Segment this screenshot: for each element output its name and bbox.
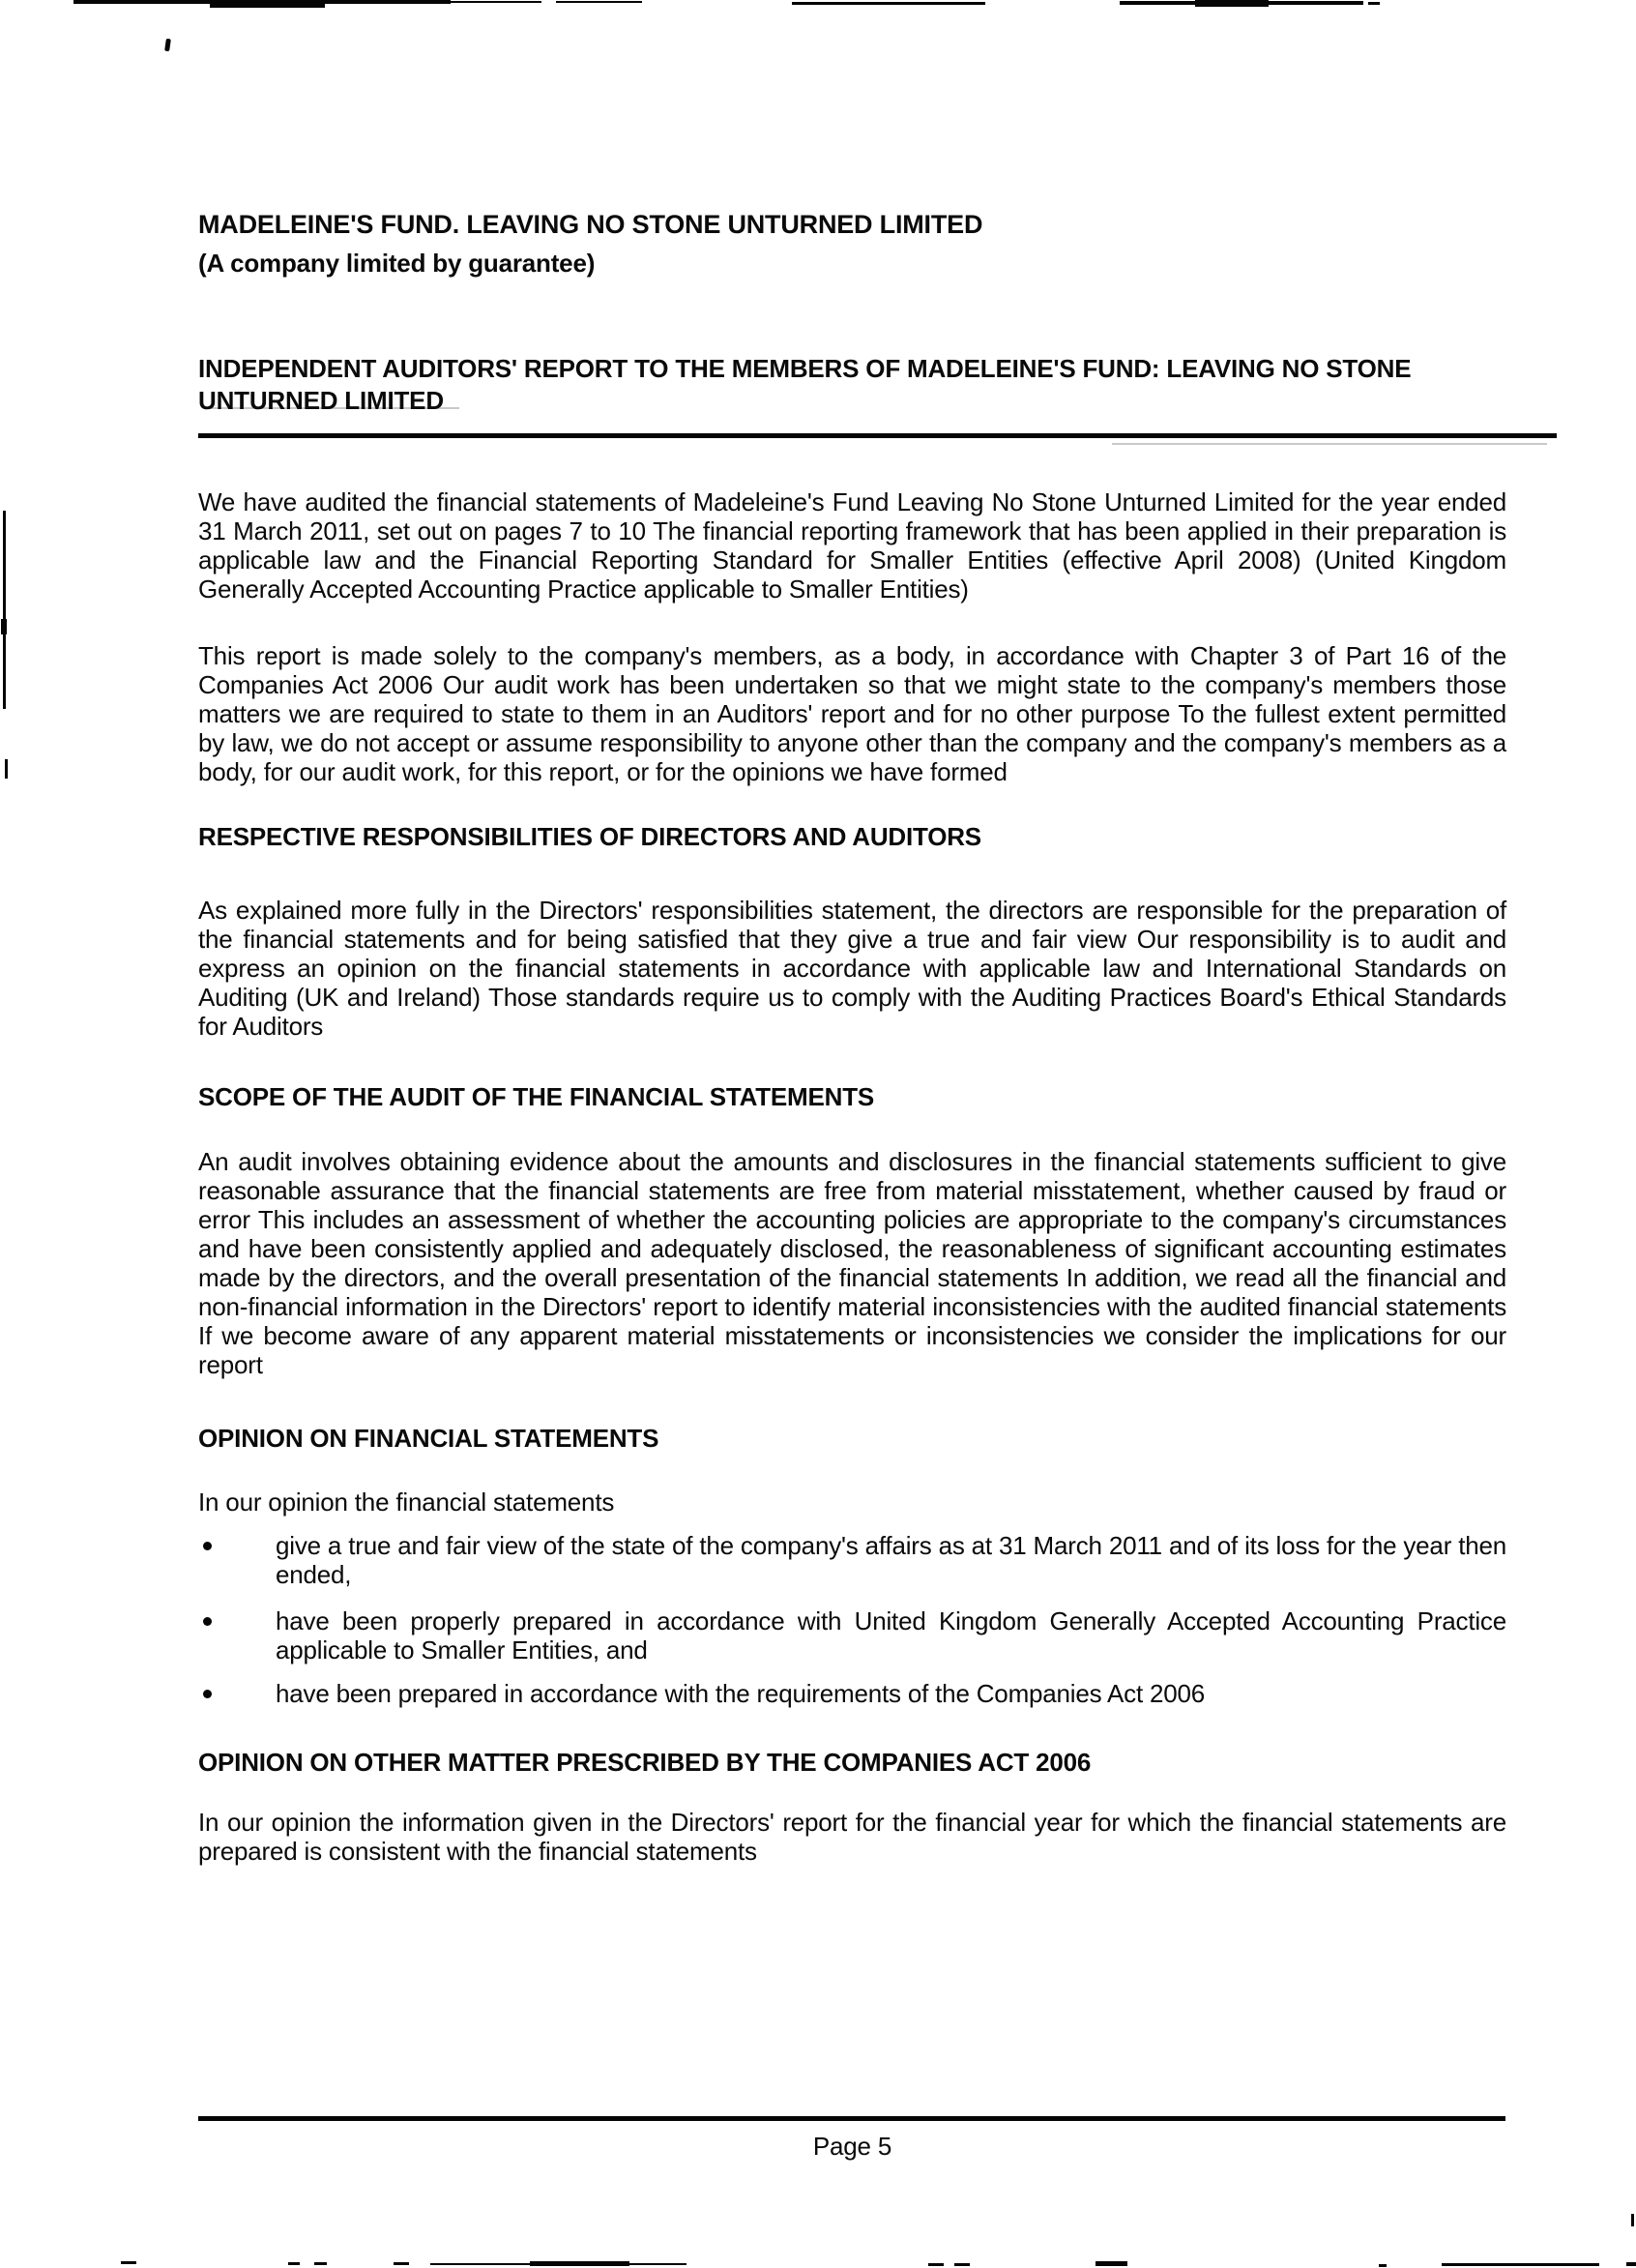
bullet-text: have been prepared in accordance with the requirements of the Companies Act 2006 [276,1679,1206,1708]
bullet-dot-icon [203,1542,212,1550]
company-subtitle: (A company limited by guarantee) [198,249,596,278]
scan-noise-bottom [121,2261,136,2264]
paragraph-scope: An audit involves obtaining evidence about the amounts and disclosures in the financial statements sufficient to give reasonable assurance that the financial statements are free from material misstatement, whether caused by fraud or error This includes an assessment of whether the accounting policies are appropriate to the company's circumstances and have been consistently applied and adequately disclosed, the reasonableness of significant accounting estimates made by the directors, and the overall presentation of the financial statements In addition, we read all the financial and non-financial information in the Directors' report to identify material inconsistencies with the audited financial statements If we become aware of any apparent material misstatements or inconsistencies we consider the implications for our report [198,1147,1506,1379]
scan-noise-top [556,1,642,3]
scan-noise-bottom [928,2263,944,2266]
bullet-dot-icon [203,1617,212,1626]
scan-noise-right [1631,2214,1634,2226]
paragraph-opinion-intro: In our opinion the financial statements [198,1487,615,1517]
scan-noise-top [1368,2,1380,5]
scan-noise-left [1,619,7,634]
section-heading-opinion-other: OPINION ON OTHER MATTER PRESCRIBED BY THE COMPANIES ACT 2006 [198,1748,1092,1777]
paragraph-opinion-other: In our opinion the information given in the Directors' report for the financial year for which the financial statements are prepared is consistent with the financial statements [198,1808,1506,1866]
report-heading: INDEPENDENT AUDITORS' REPORT TO THE MEMBERS OF MADELEINE'S FUND: LEAVING NO STONE UNTURNED LIMITED [198,354,1412,415]
scan-noise-left [3,511,6,709]
bullet-text: have been properly prepared in accordance with United Kingdom Generally Accepted Accounting Practice applicable to Smaller Entities, and [276,1606,1506,1664]
scan-noise-bottom [394,2262,409,2265]
bullet-item [198,1531,1506,1589]
heading-divider-rule [198,433,1557,438]
scan-noise-top [451,1,541,3]
company-title: MADELEINE'S FUND. LEAVING NO STONE UNTURNED LIMITED [198,210,983,239]
bullet-dot-icon [203,1690,212,1698]
scan-noise-left [5,759,8,779]
scan-noise-top [1195,0,1269,7]
page-number: Page 5 [812,2132,892,2161]
section-heading-scope: SCOPE OF THE AUDIT OF THE FINANCIAL STATEMENTS [198,1082,875,1111]
footer-divider-rule [198,2116,1505,2121]
section-heading-opinion-financial: OPINION ON FINANCIAL STATEMENTS [198,1424,659,1453]
scan-noise-bottom [530,2261,629,2266]
paragraph-audit-intro: We have audited the financial statements of Madeleine's Fund Leaving No Stone Unturned Limited for the year ended 31 March 2011, set out on pages 7 to 10 The financial reporting framework that has been applied in their preparation is applicable law and the Financial Reporting Standard for Smaller Entities (effective April 2008) (United Kingdom Generally Accepted Accounting Practice applicable to Smaller Entities) [198,487,1506,604]
bullet-item [198,1606,1506,1664]
scan-noise-bottom [1626,2262,1636,2266]
scan-noise-top [210,0,325,8]
scan-noise-bottom [288,2262,300,2265]
document-content [198,208,1506,1866]
scan-noise-bottom [1379,2264,1387,2267]
scan-noise-bottom [314,2262,327,2265]
bullet-text: give a true and fair view of the state of the company's affairs as at 31 March 2011 and of its loss for the year then ended, [276,1531,1506,1589]
paragraph-report-solely: This report is made solely to the company's members, as a body, in accordance with Chapter 3 of Part 16 of the Companies Act 2006 Our audit work has been undertaken so that we might state to the company's members those matters we are required to state to them in an Auditors' report and for no other purpose To the fullest extent permitted by law, we do not accept or assume responsibility to anyone other than the company and the company's members as a body, for our audit work, for this report, or for the opinions we have formed [198,641,1506,786]
section-heading-responsibilities: RESPECTIVE RESPONSIBILITIES OF DIRECTORS AND AUDITORS [198,822,981,851]
bullet-item [198,1679,1506,1708]
scan-noise-bottom [954,2263,970,2266]
scan-noise-bottom [1442,2263,1599,2266]
scan-speck [164,39,171,52]
scan-noise-top [792,2,985,5]
paragraph-responsibilities: As explained more fully in the Directors' responsibilities statement, the directors are responsible for the preparation of the financial statements and for being satisfied that they give a true and fair view Our responsibility is to audit and express an opinion on the financial statements in accordance with applicable law and International Standards on Auditing (UK and Ireland) Those standards require us to comply with the Auditing Practices Board's Ethical Standards for Auditors [198,896,1506,1041]
opinion-bullet-list [198,1531,1506,1708]
scan-noise-bottom [1096,2261,1127,2266]
